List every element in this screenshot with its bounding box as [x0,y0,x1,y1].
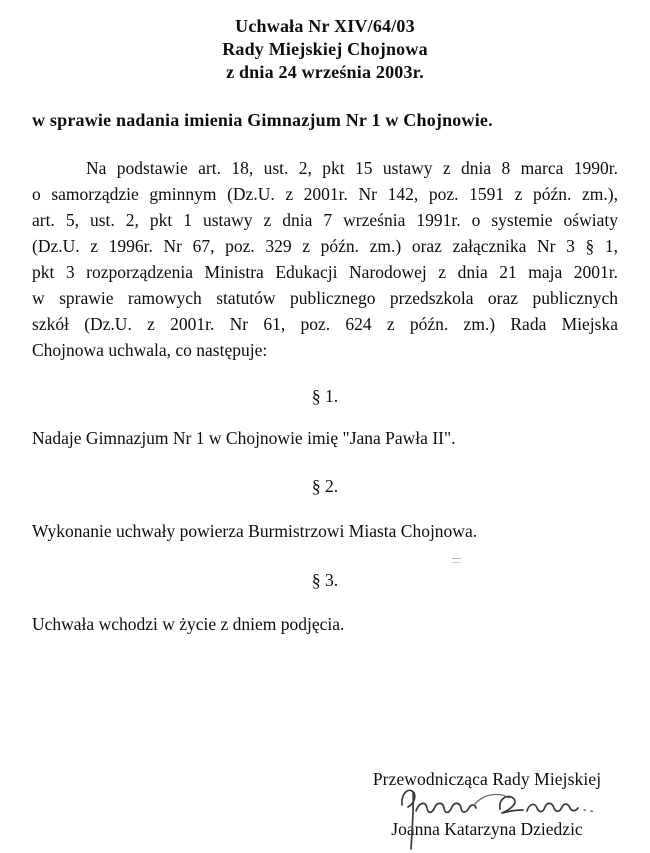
resolution-date: z dnia 24 września 2003r. [226,62,424,82]
section-3-text: Uchwała wchodzi w życie z dniem podjęcia. [32,614,345,634]
document-header [0,0,650,84]
issuing-body: Rady Miejskiej Chojnowa [222,39,428,59]
preamble-line: (Dz.U. z 1996r. Nr 67, poz. 329 z późn. zm.) oraz załącznika Nr 3 § 1, [32,236,618,256]
preamble-line: art. 5, ust. 2, pkt 1 ustawy z dnia 7 września 1991r. o systemie oświaty [32,210,618,230]
section-2-number: § 2. [311,476,339,496]
scan-noise-mark [452,558,461,563]
section-1-text: Nadaje Gimnazjum Nr 1 w Chojnowie imię "Jana Pawła II". [32,428,456,448]
signature-block [352,768,622,840]
section-1-number: § 1. [311,386,339,406]
subject-line: w sprawie nadania imienia Gimnazjum Nr 1 w Chojnowie. [32,110,493,130]
preamble-paragraph [32,155,618,363]
preamble-line: szkół (Dz.U. z 2001r. Nr 61, poz. 624 z późn. zm.) Rada Miejska [32,314,618,334]
preamble-line: w sprawie ramowych statutów publicznego przedszkola oraz publicznych [32,288,618,308]
section-3-number: § 3. [311,570,339,590]
preamble-line: pkt 3 rozporządzenia Ministra Edukacji Narodowej z dnia 21 maja 2001r. [32,262,618,282]
resolution-number: Uchwała Nr XIV/64/03 [235,16,415,36]
signatory-role: Przewodnicząca Rady Miejskiej [372,769,602,789]
preamble-line: o samorządzie gminnym (Dz.U. z 2001r. Nr 142, poz. 1591 z późn. zm.), [32,184,618,204]
section-2-text: Wykonanie uchwały powierza Burmistrzowi Miasta Chojnowa. [32,521,478,541]
preamble-line: Chojnowa uchwala, co następuje: [32,340,268,360]
preamble-line: Na podstawie art. 18, ust. 2, pkt 15 ustawy z dnia 8 marca 1990r. [86,158,618,178]
signatory-name: Joanna Katarzyna Dziedzic [391,819,583,839]
